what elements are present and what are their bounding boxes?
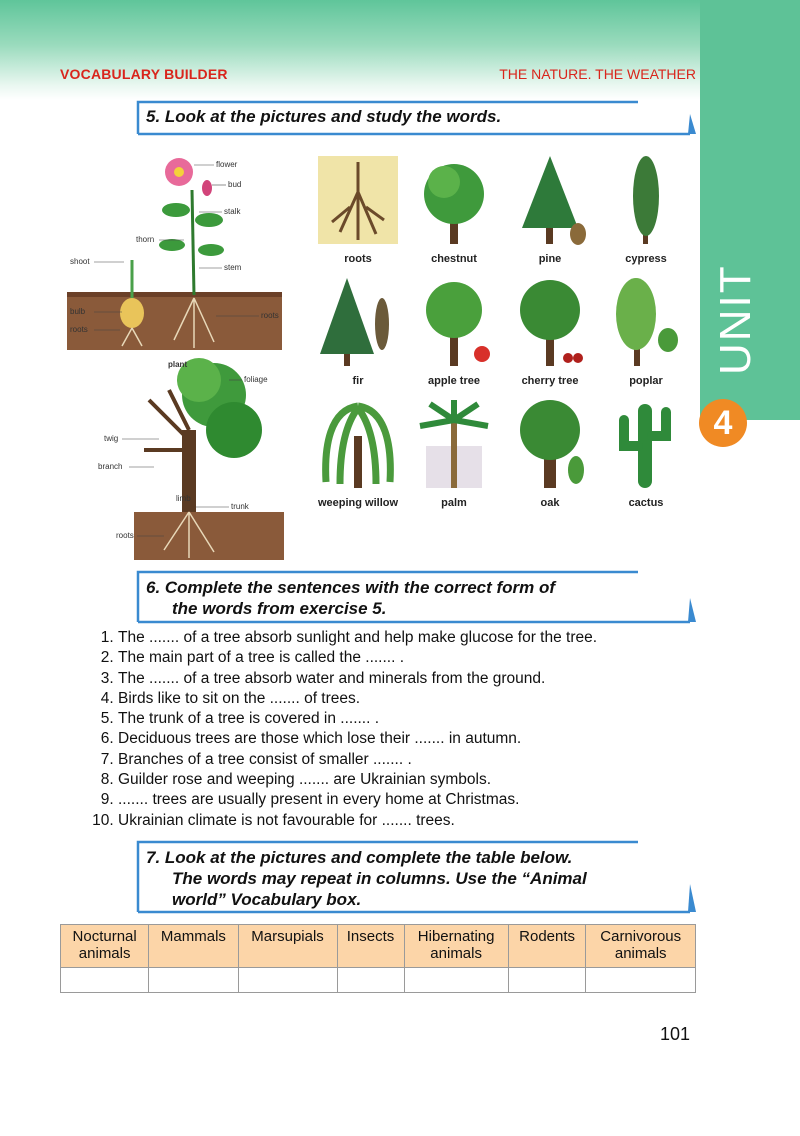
label-limb: limb [176,494,191,503]
label-shoot: shoot [70,257,90,266]
label-stem: stem [224,263,242,272]
tree-label: apple tree [428,375,480,387]
tree-item [406,152,502,265]
table-header-cell: Insects [337,925,404,968]
tree-item [406,274,502,387]
animal-table [60,924,696,993]
tree-label: cactus [628,497,664,509]
table-cell[interactable] [508,968,586,993]
table-cell[interactable] [404,968,508,993]
label-twig: twig [104,434,119,443]
fir-picture [310,274,406,370]
label-plant: plant [168,360,188,369]
table-header-row [61,925,696,968]
sentence-list [88,628,738,831]
tree-item [310,396,406,509]
header-band [0,0,800,100]
tree-label: poplar [629,375,663,387]
sentence-item: 10. Ukrainian climate is not favourable for ....... trees. [118,811,738,831]
table-cell[interactable] [149,968,238,993]
table-answer-row [61,968,696,993]
sentence-item: 1. The ....... of a tree absorb sunlight and help make glucose for the tree. [118,628,738,648]
exercise7-title-line3: world” Vocabulary box. [172,890,362,909]
label-roots-right: roots [261,311,279,320]
weeping-willow-picture [310,396,406,492]
tree-item [310,274,406,387]
section-title: VOCABULARY BUILDER [60,66,228,82]
label-foliage: foliage [244,375,268,384]
plant-and-tree-diagram [64,150,304,560]
tree-item [502,152,598,265]
table-header-cell: Nocturnal animals [61,925,149,968]
tree-item [406,396,502,509]
topic-title: THE NATURE. THE WEATHER [499,66,696,82]
oak-picture [502,396,598,492]
table-cell[interactable] [238,968,337,993]
cactus-picture [598,396,694,492]
unit-label: UNIT [711,264,760,375]
poplar-picture [598,274,694,370]
tree-label: cypress [625,253,667,265]
table-cell[interactable] [586,968,696,993]
tree-label: chestnut [431,253,477,265]
sentence-item: 5. The trunk of a tree is covered in ....... . [118,709,738,729]
label-bud: bud [228,180,242,189]
table-header-cell: Marsupials [238,925,337,968]
tree-label: oak [540,497,560,509]
label-tree-roots: roots [116,531,134,540]
tree-item [502,396,598,509]
page-number: 101 [660,1024,691,1044]
unit-number: 4 [699,399,747,447]
tree-label: cherry tree [521,375,579,387]
exercise6-title-line1: 6. Complete the sentences with the correct form of [146,578,556,597]
label-flower: flower [216,160,238,169]
cherry-tree-picture [502,274,598,370]
palm-picture [406,396,502,492]
tree-item [502,274,598,387]
roots-picture [310,152,406,248]
label-bulb: bulb [70,307,86,316]
label-thorn: thorn [136,235,155,244]
tree-item [310,152,406,265]
sentence-item: 6. Deciduous trees are those which lose their ....... in autumn. [118,729,738,749]
cypress-picture [598,152,694,248]
tree-label: palm [441,497,467,509]
chestnut-picture [406,152,502,248]
tree-label: fir [352,375,364,387]
sentence-item: 8. Guilder rose and weeping ....... are Ukrainian symbols. [118,770,738,790]
apple-tree-picture [406,274,502,370]
table-cell[interactable] [61,968,149,993]
exercise7-title-line1: 7. Look at the pictures and complete the table below. [146,848,573,867]
exercise7-title-line2: The words may repeat in columns. Use the “Animal [172,869,587,888]
tree-item [598,396,694,509]
exercise5-title: 5. Look at the pictures and study the words. [146,107,502,126]
tree-item [598,274,694,387]
table-header-cell: Rodents [508,925,586,968]
table-header-cell: Carnivorous animals [586,925,696,968]
sentence-item: 7. Branches of a tree consist of smaller ....... . [118,750,738,770]
tree-label: weeping willow [317,497,399,509]
label-branch: branch [98,462,123,471]
sentence-item: 9. ....... trees are usually present in every home at Christmas. [118,790,738,810]
table-header-cell: Mammals [149,925,238,968]
tree-label: pine [538,253,562,265]
sentence-item: 4. Birds like to sit on the ....... of trees. [118,689,738,709]
tree-item [598,152,694,265]
tree-label: roots [344,253,372,265]
sentence-item: 2. The main part of a tree is called the ....... . [118,648,738,668]
exercise6-title-line2: the words from exercise 5. [172,599,387,618]
label-stalk: stalk [224,207,241,216]
label-roots-left: roots [70,325,88,334]
pine-picture [502,152,598,248]
sentence-item: 3. The ....... of a tree absorb water and minerals from the ground. [118,669,738,689]
label-trunk: trunk [231,502,249,511]
table-header-cell: Hibernating animals [404,925,508,968]
table-cell[interactable] [337,968,404,993]
